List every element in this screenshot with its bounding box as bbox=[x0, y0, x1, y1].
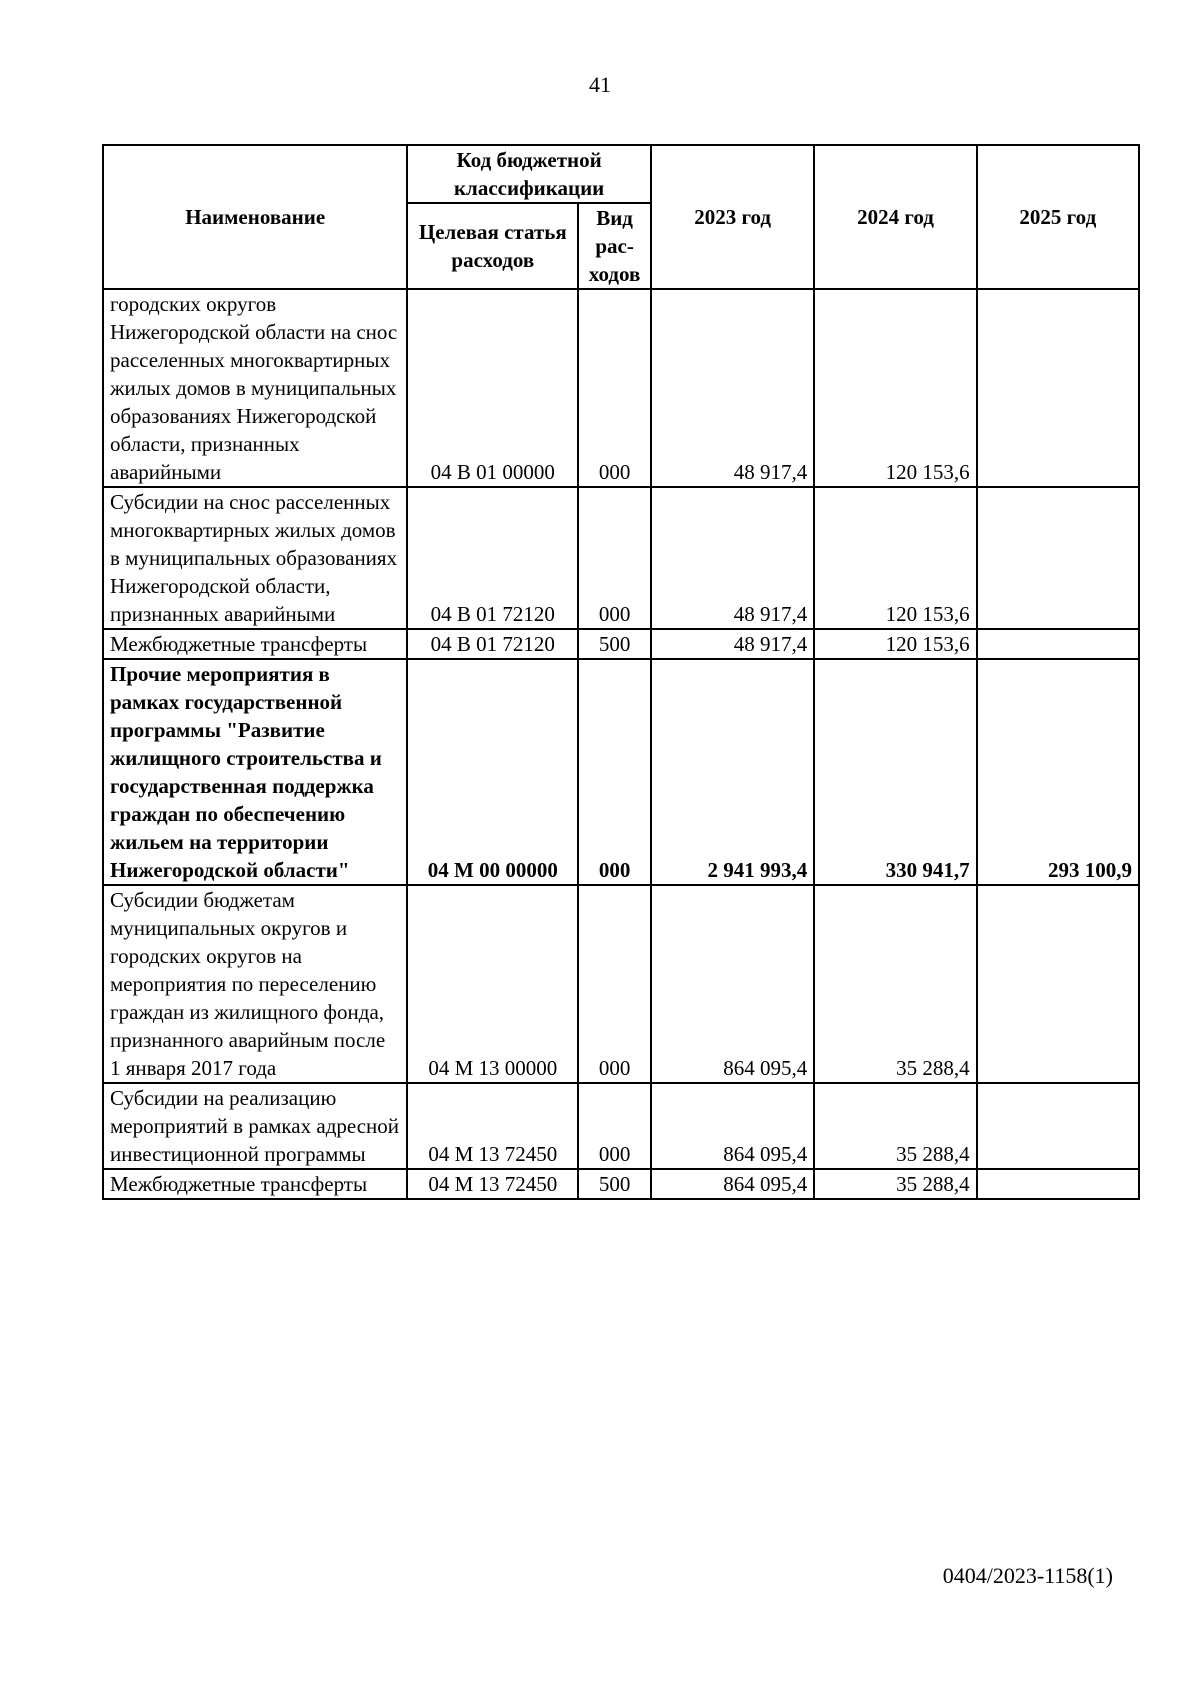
row-amount-2025 bbox=[977, 1169, 1139, 1199]
table-row bbox=[103, 487, 1139, 629]
row-amount-2024: 120 153,6 bbox=[814, 629, 976, 659]
row-amount-2023: 864 095,4 bbox=[651, 1169, 814, 1199]
row-name: Субсидии бюджетам муниципальных округов и городских округов на мероприятия по переселению граждан из жилищного фонда, признанного аварийным после 1 января 2017 года bbox=[103, 885, 407, 1083]
row-target-article: 04 В 01 72120 bbox=[407, 487, 578, 629]
row-target-article: 04 В 01 00000 bbox=[407, 289, 578, 487]
row-amount-2023: 864 095,4 bbox=[651, 1083, 814, 1169]
row-amount-2024: 120 153,6 bbox=[814, 487, 976, 629]
row-amount-2024: 35 288,4 bbox=[814, 1083, 976, 1169]
row-amount-2025 bbox=[977, 1083, 1139, 1169]
header-target-article: Целевая статья расходов bbox=[407, 203, 578, 289]
row-amount-2023: 2 941 993,4 bbox=[651, 659, 814, 885]
row-name: городских округов Нижегородской области на снос расселенных многоквартирных жилых домов в муниципальных образованиях Нижегородской области, признанных аварийными bbox=[103, 289, 407, 487]
row-amount-2024: 35 288,4 bbox=[814, 1169, 976, 1199]
row-amount-2025 bbox=[977, 487, 1139, 629]
table-row bbox=[103, 659, 1139, 885]
row-amount-2025 bbox=[977, 629, 1139, 659]
row-amount-2025 bbox=[977, 289, 1139, 487]
row-amount-2024: 330 941,7 bbox=[814, 659, 976, 885]
row-expense-type: 500 bbox=[578, 1169, 651, 1199]
row-amount-2023: 48 917,4 bbox=[651, 289, 814, 487]
row-name: Прочие мероприятия в рамках государственной программы "Развитие жилищного строительства и государственная поддержка граждан по обеспечению жильем на территории Нижегородской области" bbox=[103, 659, 407, 885]
row-expense-type: 000 bbox=[578, 289, 651, 487]
row-name: Субсидии на снос расселенных многоквартирных жилых домов в муниципальных образованиях Нижегородской области, признанных аварийными bbox=[103, 487, 407, 629]
row-amount-2025: 293 100,9 bbox=[977, 659, 1139, 885]
row-amount-2024: 35 288,4 bbox=[814, 885, 976, 1083]
table-row bbox=[103, 289, 1139, 487]
table-row bbox=[103, 629, 1139, 659]
header-2024: 2024 год bbox=[814, 145, 976, 289]
table-row bbox=[103, 1169, 1139, 1199]
row-name: Межбюджетные трансферты bbox=[103, 629, 407, 659]
row-target-article: 04 М 13 72450 bbox=[407, 1169, 578, 1199]
document-code: 0404/2023-1158(1) bbox=[942, 1563, 1113, 1588]
row-expense-type: 000 bbox=[578, 659, 651, 885]
budget-table bbox=[102, 144, 1140, 1200]
row-target-article: 04 В 01 72120 bbox=[407, 629, 578, 659]
row-amount-2023: 48 917,4 bbox=[651, 487, 814, 629]
row-amount-2025 bbox=[977, 885, 1139, 1083]
row-amount-2023: 48 917,4 bbox=[651, 629, 814, 659]
row-name: Субсидии на реализацию мероприятий в рамках адресной инвестиционной программы bbox=[103, 1083, 407, 1169]
page-number: 41 bbox=[589, 72, 611, 97]
header-2023: 2023 год bbox=[651, 145, 814, 289]
row-target-article: 04 М 13 72450 bbox=[407, 1083, 578, 1169]
table-row bbox=[103, 885, 1139, 1083]
header-2025: 2025 год bbox=[977, 145, 1139, 289]
row-target-article: 04 М 13 00000 bbox=[407, 885, 578, 1083]
row-expense-type: 000 bbox=[578, 1083, 651, 1169]
row-expense-type: 000 bbox=[578, 885, 651, 1083]
header-budget-code: Код бюджетной классификации bbox=[407, 145, 651, 203]
row-amount-2024: 120 153,6 bbox=[814, 289, 976, 487]
row-amount-2023: 864 095,4 bbox=[651, 885, 814, 1083]
header-name: Наименование bbox=[103, 145, 407, 289]
row-name: Межбюджетные трансферты bbox=[103, 1169, 407, 1199]
row-target-article: 04 М 00 00000 bbox=[407, 659, 578, 885]
row-expense-type: 000 bbox=[578, 487, 651, 629]
row-expense-type: 500 bbox=[578, 629, 651, 659]
table-row bbox=[103, 1083, 1139, 1169]
header-expense-type: Вид рас-ходов bbox=[578, 203, 651, 289]
